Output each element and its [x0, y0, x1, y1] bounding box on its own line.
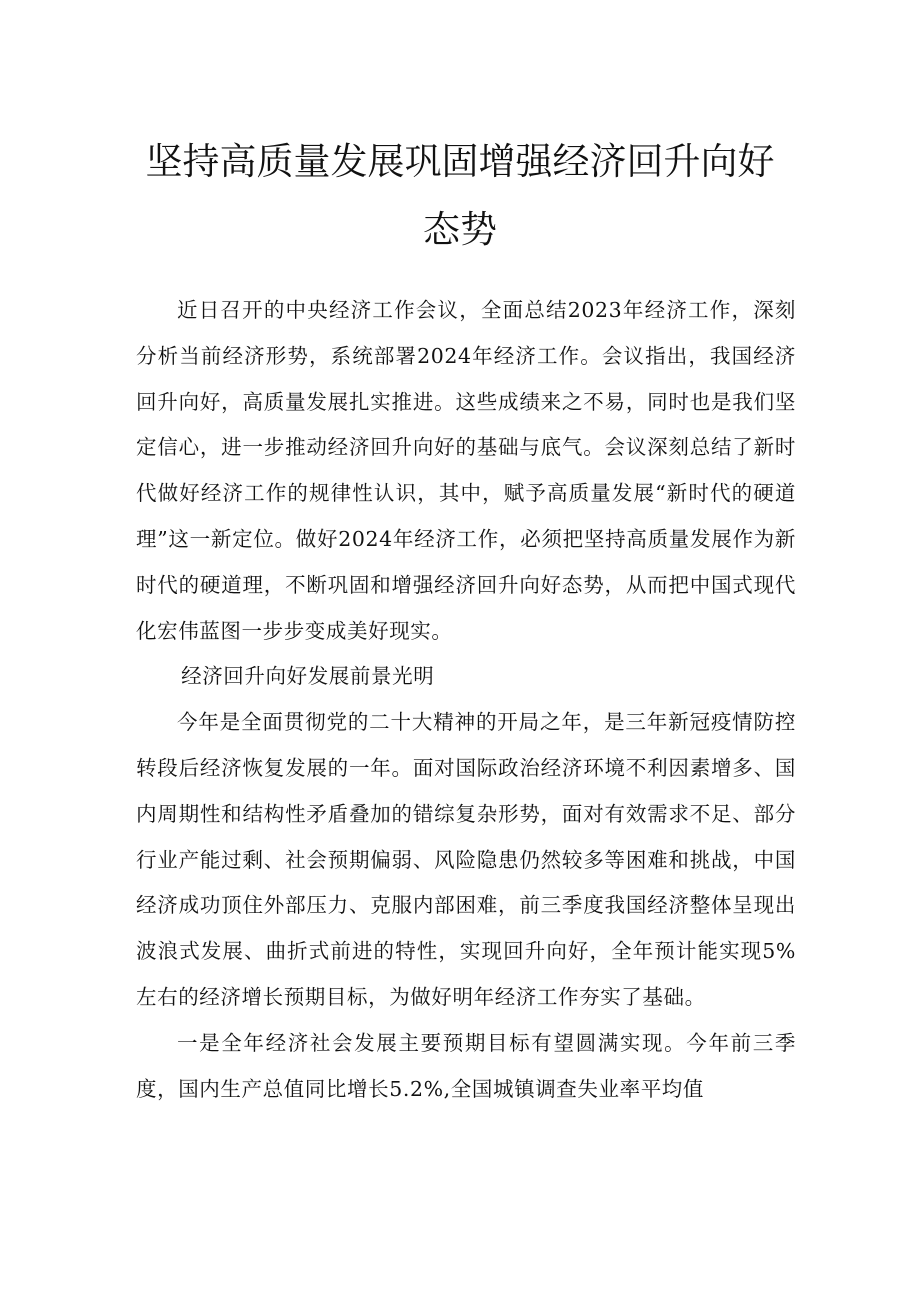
- document-body: [136, 288, 796, 1112]
- intro-paragraph: 近日召开的中央经济工作会议，全面总结2023年经济工作，深刻分析当前经济形势，系统部署2024年经济工作。会议指出，我国经济回升向好，高质量发展扎实推进。这些成绩来之不易，同时也是我们坚定信心，进一步推动经济回升向好的基础与底气。会议深刻总结了新时代做好经济工作的规律性认识，其中，赋予高质量发展“新时代的硬道理”这一新定位。做好2024年经济工作，必须把坚持高质量发展作为新时代的硬道理，不断巩固和增强经济回升向好态势，从而把中国式现代化宏伟蓝图一步步变成美好现实。: [136, 298, 796, 643]
- section-paragraph-1: 今年是全面贯彻党的二十大精神的开局之年，是三年新冠疫情防控转段后经济恢复发展的一年。面对国际政治经济环境不利因素增多、国内周期性和结构性矛盾叠加的错综复杂形势，面对有效需求不足、部分行业产能过剩、社会预期偏弱、风险隐患仍然较多等困难和挑战，中国经济成功顶住外部压力、克服内部困难，前三季度我国经济整体呈现出波浪式发展、曲折式前进的特性，实现回升向好，全年预计能实现5%左右的经济增长预期目标，为做好明年经济工作夯实了基础。: [136, 710, 796, 1009]
- section-paragraph-2: 一是全年经济社会发展主要预期目标有望圆满实现。今年前三季度，国内生产总值同比增长5.2%,全国城镇调查失业率平均值: [136, 1030, 796, 1101]
- document-title: 坚持高质量发展巩固增强经济回升向好态势: [145, 140, 775, 251]
- section-heading: 经济回升向好发展前景光明: [181, 664, 435, 689]
